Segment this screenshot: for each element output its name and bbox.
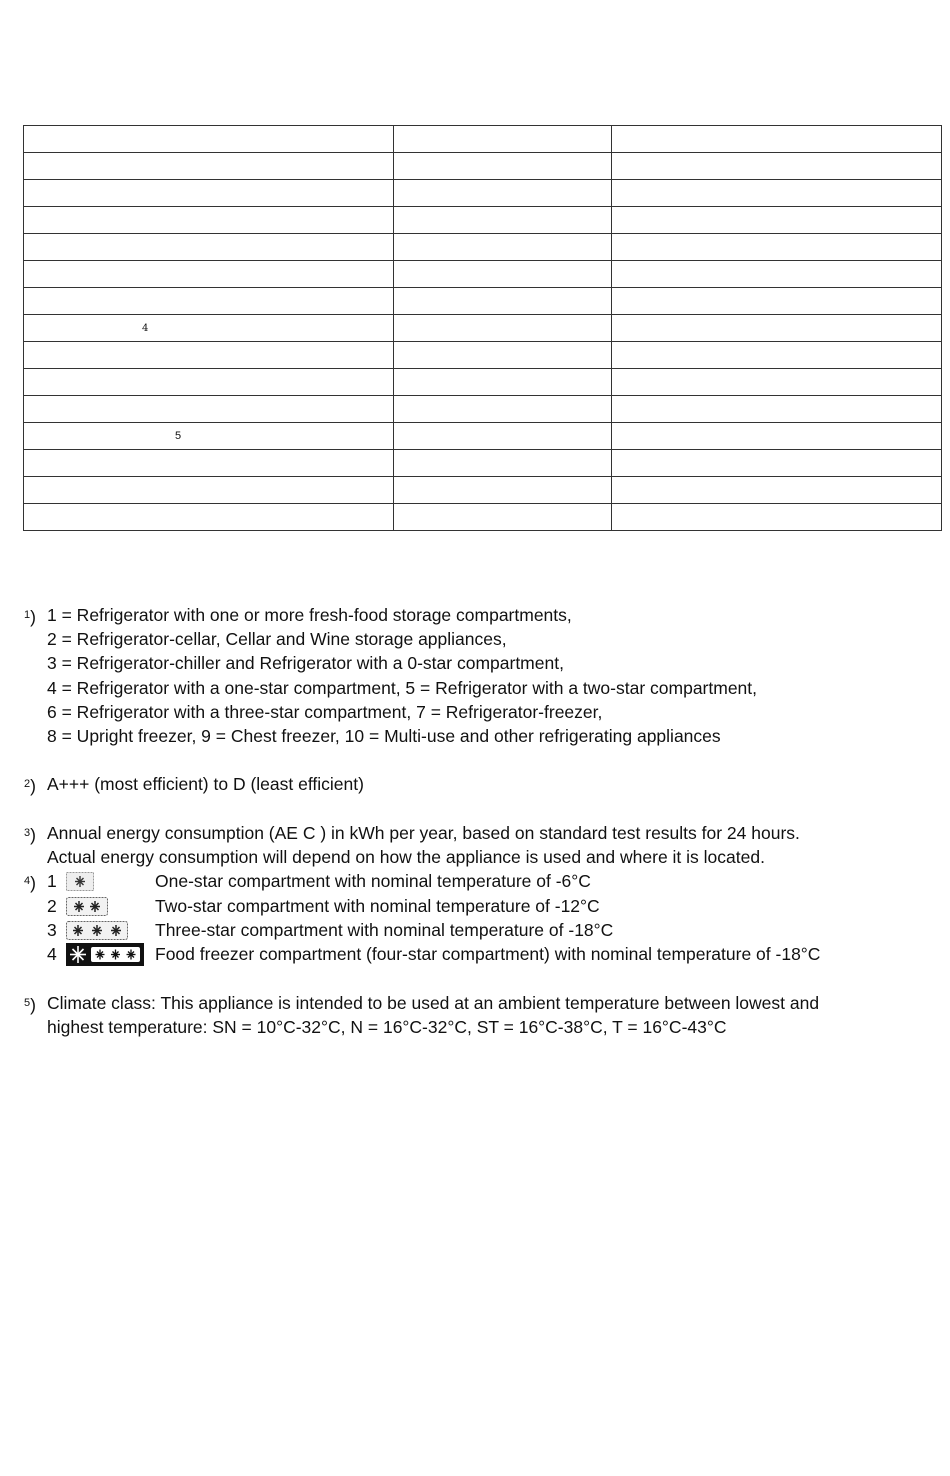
table-cell	[394, 180, 612, 207]
footnote-line	[24, 700, 939, 724]
table-cell	[394, 153, 612, 180]
table-cell	[394, 396, 612, 423]
footnote-2	[24, 772, 939, 796]
table-cell	[24, 180, 394, 207]
table-cell	[612, 423, 942, 450]
table-row	[24, 234, 942, 261]
star-rating-number: 1	[47, 871, 57, 892]
footnote-line	[24, 1015, 939, 1039]
star-rating-row	[24, 869, 939, 893]
footnote-marker: $^5$)	[24, 995, 36, 1015]
table-cell	[394, 423, 612, 450]
table-row	[24, 450, 942, 477]
table-cell	[612, 207, 942, 234]
footnote-text: 1 = Refrigerator with one or more fresh-food storage compartments,	[47, 605, 572, 625]
footnote-line	[24, 603, 939, 627]
star-rating-text: Three-star compartment with nominal temperature of -18°C	[155, 919, 614, 940]
table-cell	[612, 450, 942, 477]
table-cell	[394, 342, 612, 369]
table-cell	[612, 153, 942, 180]
table-cell	[612, 126, 942, 153]
table-cell	[24, 477, 394, 504]
star-rating-row	[24, 918, 939, 942]
footnote-text: Actual energy consumption will depend on how the appliance is used and where it is located.	[47, 847, 765, 868]
table-cell	[394, 207, 612, 234]
star-rating-number: 3	[47, 919, 57, 940]
footnote-marker: $^3$)	[24, 825, 36, 845]
table-cell	[394, 504, 612, 531]
footnote-marker: $^1$)	[24, 607, 36, 627]
table-cell	[24, 450, 394, 477]
table-cell	[24, 504, 394, 531]
table-row	[24, 504, 942, 531]
table-cell	[394, 477, 612, 504]
footnote-text: Climate class: This appliance is intended to be used at an ambient temperature between lowest and	[47, 993, 820, 1013]
footnote-text: 8 = Upright freezer, 9 = Chest freezer, 10 = Multi-use and other refrigerating appliances	[47, 725, 721, 746]
footnote-line	[24, 651, 939, 675]
star-rating-row	[24, 942, 939, 966]
table-row	[24, 342, 942, 369]
table-row	[24, 288, 942, 315]
star-rating-text: Two-star compartment with nominal temperature of -12°C	[155, 895, 600, 916]
table-row	[24, 180, 942, 207]
table-row	[24, 153, 942, 180]
table-row	[24, 126, 942, 153]
footnote-line	[24, 991, 939, 1015]
star-rating-row	[24, 894, 939, 918]
table-cell	[24, 126, 394, 153]
footnote-marker: $^4$)	[24, 873, 36, 894]
table-cell	[612, 477, 942, 504]
table-row	[24, 477, 942, 504]
footnote-line	[24, 724, 939, 748]
table-row	[24, 207, 942, 234]
footnote-5	[24, 991, 939, 1039]
table-cell	[394, 126, 612, 153]
table-cell	[612, 288, 942, 315]
specification-table	[23, 125, 942, 531]
footnote-line	[24, 845, 939, 869]
table-cell	[612, 369, 942, 396]
table-cell	[612, 504, 942, 531]
table-cell	[394, 369, 612, 396]
footnote-4-marker: 4	[142, 323, 149, 334]
table-cell	[612, 315, 942, 342]
table-cell	[612, 261, 942, 288]
footnote-marker: $^2$)	[24, 776, 36, 796]
footnote-text: Annual energy consumption (AE C ) in kWh per year, based on standard test results for 24 hours.	[47, 823, 800, 843]
footnote-line	[24, 821, 939, 845]
table-row	[24, 369, 942, 396]
footnote-5-marker: 5	[175, 430, 182, 442]
footnote-line	[24, 676, 939, 700]
footnote-1	[24, 603, 939, 748]
table-cell	[612, 342, 942, 369]
two-star-icon	[66, 897, 108, 916]
one-star-icon	[66, 872, 94, 891]
table-row	[24, 315, 942, 342]
footnote-line	[24, 627, 939, 651]
table-cell	[24, 234, 394, 261]
table-cell	[24, 153, 394, 180]
star-rating-text: One-star compartment with nominal temperature of -6°C	[155, 871, 591, 892]
table-cell	[394, 261, 612, 288]
table-cell	[24, 315, 394, 342]
table-cell	[24, 423, 394, 450]
table-row	[24, 423, 942, 450]
star-rating-number: 4	[47, 943, 57, 964]
table-cell	[394, 288, 612, 315]
three-star-icon	[66, 921, 128, 940]
footnote-line	[24, 772, 939, 796]
table-cell	[394, 450, 612, 477]
footnote-text: 6 = Refrigerator with a three-star compartment, 7 = Refrigerator-freezer,	[47, 701, 603, 722]
table-cell	[394, 315, 612, 342]
star-rating-number: 2	[47, 895, 57, 916]
table-row	[24, 396, 942, 423]
table-cell	[24, 369, 394, 396]
footnote-text: 4 = Refrigerator with a one-star compartment, 5 = Refrigerator with a two-star compartment,	[47, 677, 758, 698]
table-cell	[24, 261, 394, 288]
table-cell	[612, 180, 942, 207]
table-cell	[612, 396, 942, 423]
table-cell	[24, 342, 394, 369]
four-star-icon	[66, 943, 144, 966]
footnote-text: A+++ (most efficient) to D (least efficient)	[47, 774, 364, 794]
table-cell	[24, 396, 394, 423]
footnote-text: 2 = Refrigerator-cellar, Cellar and Wine storage appliances,	[47, 629, 507, 650]
table-cell	[24, 207, 394, 234]
table-cell	[24, 288, 394, 315]
footnote-3	[24, 821, 939, 966]
star-rating-text: Food freezer compartment (four-star compartment) with nominal temperature of -18°C	[155, 943, 821, 964]
footnote-text: highest temperature: SN = 10°C-32°C, N = 16°C-32°C, ST = 16°C-38°C, T = 16°C-43°C	[47, 1017, 727, 1038]
table-row	[24, 261, 942, 288]
table-cell	[612, 234, 942, 261]
table-cell	[394, 234, 612, 261]
footnote-text: 3 = Refrigerator-chiller and Refrigerator with a 0-star compartment,	[47, 653, 564, 674]
